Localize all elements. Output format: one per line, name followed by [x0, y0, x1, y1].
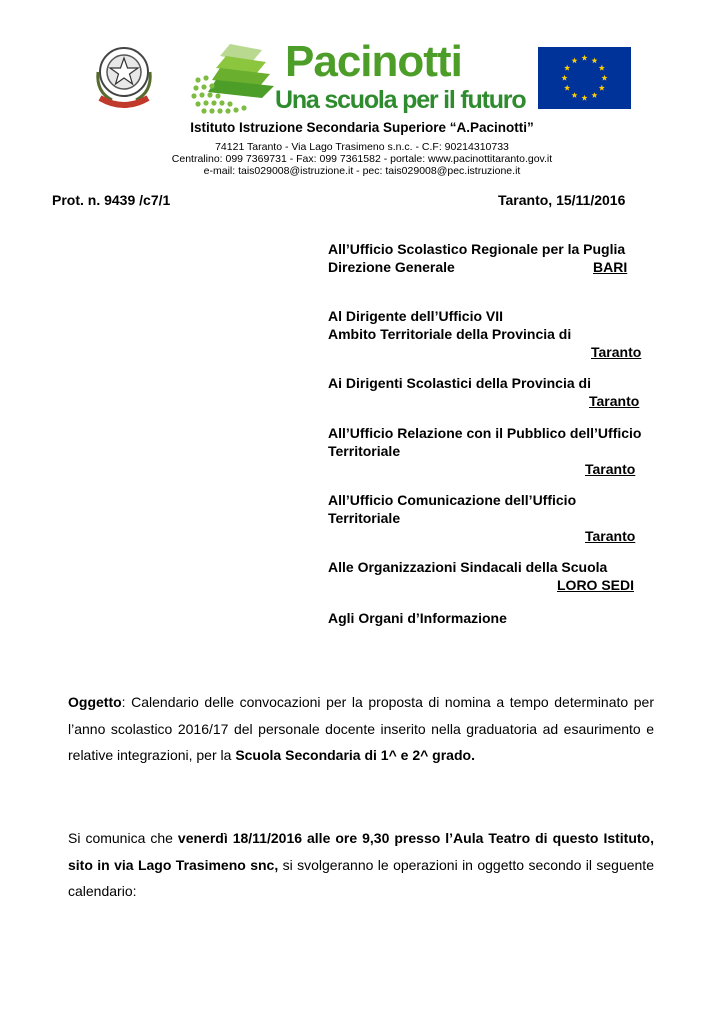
recipient-place: Taranto	[589, 393, 640, 409]
recipient-line: Territoriale	[328, 443, 401, 459]
recipient-organi-informazione	[328, 609, 507, 627]
recipient-line: Territoriale	[328, 510, 401, 526]
recipient-line: All’Ufficio Comunicazione dell’Ufficio	[328, 492, 577, 508]
recipient-place: LORO SEDI	[557, 577, 635, 593]
eu-star-icon	[581, 55, 587, 61]
phone-web-line: Centralino: 099 7369731 - Fax: 099 7361582 - portale: www.pacinottitaranto.gov.it	[171, 153, 553, 165]
subject-label: Oggetto	[68, 694, 122, 710]
brand-name: Pacinotti	[285, 37, 462, 86]
email-line: e-mail: tais029008@istruzione.it - pec: tais029008@pec.istruzione.it	[203, 165, 521, 177]
body-intro: Si comunica che	[68, 830, 178, 846]
recipient-line: All’Ufficio Scolastico Regionale per la Puglia	[328, 241, 626, 257]
recipient-place: Taranto	[585, 461, 636, 477]
eu-star-icon	[564, 65, 570, 71]
address-line: 74121 Taranto - Via Lago Trasimeno s.n.c. - C.F: 90214310733	[215, 141, 509, 153]
recipient-line: Al Dirigente dell’Ufficio VII	[328, 308, 504, 324]
eu-star-icon	[591, 57, 597, 63]
recipient-line: Ambito Territoriale della Provincia di	[328, 326, 572, 342]
body-rest: si svolgeranno le operazioni in oggetto secondo il seguente calendario:	[68, 856, 654, 899]
institute-name: Istituto Istruzione Secondaria Superiore “A.Pacinotti”	[190, 120, 534, 135]
eu-star-icon	[591, 92, 597, 98]
pacinotti-logo-icon	[190, 40, 280, 115]
subject-paragraph	[68, 689, 654, 769]
eu-star-icon	[571, 57, 577, 63]
recipient-line: Direzione Generale	[328, 259, 455, 275]
eu-star-icon	[601, 75, 607, 81]
recipient-ufficio-vii	[328, 307, 641, 361]
subject-school-level: Scuola Secondaria di 1^ e 2^ grado.	[235, 747, 475, 763]
eu-star-icon	[571, 92, 577, 98]
recipient-dirigenti	[328, 374, 639, 410]
body-paragraph	[68, 825, 654, 905]
recipient-place: Taranto	[591, 344, 642, 360]
brand-tagline: Una scuola per il futuro	[275, 86, 526, 114]
body-date-location: venerdì 18/11/2016 alle ore 9,30 presso l’Aula Teatro di questo Istituto, sito in via Lago Trasimeno snc,	[68, 830, 654, 873]
recipient-usr-puglia	[328, 240, 628, 276]
italian-republic-emblem-icon	[90, 42, 158, 114]
recipient-place: BARI	[593, 259, 628, 275]
recipient-urp	[328, 424, 641, 478]
recipient-line: Ai Dirigenti Scolastici della Provincia di	[328, 375, 591, 391]
eu-star-icon	[581, 95, 587, 101]
subject-text: : Calendario delle convocazioni per la proposta di nomina a tempo determinato per l’anno scolastico 2016/17 del personale docente inserito nella graduatoria ad esaurimento e relative integrazioni, per la	[68, 694, 654, 763]
recipient-sindacati	[328, 558, 634, 594]
recipient-line: Alle Organizzazioni Sindacali della Scuola	[328, 559, 608, 575]
recipient-place: Taranto	[585, 528, 636, 544]
recipient-line: Agli Organi d’Informazione	[328, 610, 507, 626]
recipient-line: All’Ufficio Relazione con il Pubblico dell’Ufficio	[328, 425, 642, 441]
recipient-comunicazione	[328, 491, 635, 545]
eu-star-icon	[599, 85, 605, 91]
protocol-number: Prot. n. 9439 /c7/1	[52, 192, 171, 208]
eu-star-icon	[561, 75, 567, 81]
eu-star-icon	[599, 65, 605, 71]
eu-flag-icon	[538, 47, 631, 109]
place-date: Taranto, 15/11/2016	[498, 192, 626, 208]
eu-star-icon	[564, 85, 570, 91]
